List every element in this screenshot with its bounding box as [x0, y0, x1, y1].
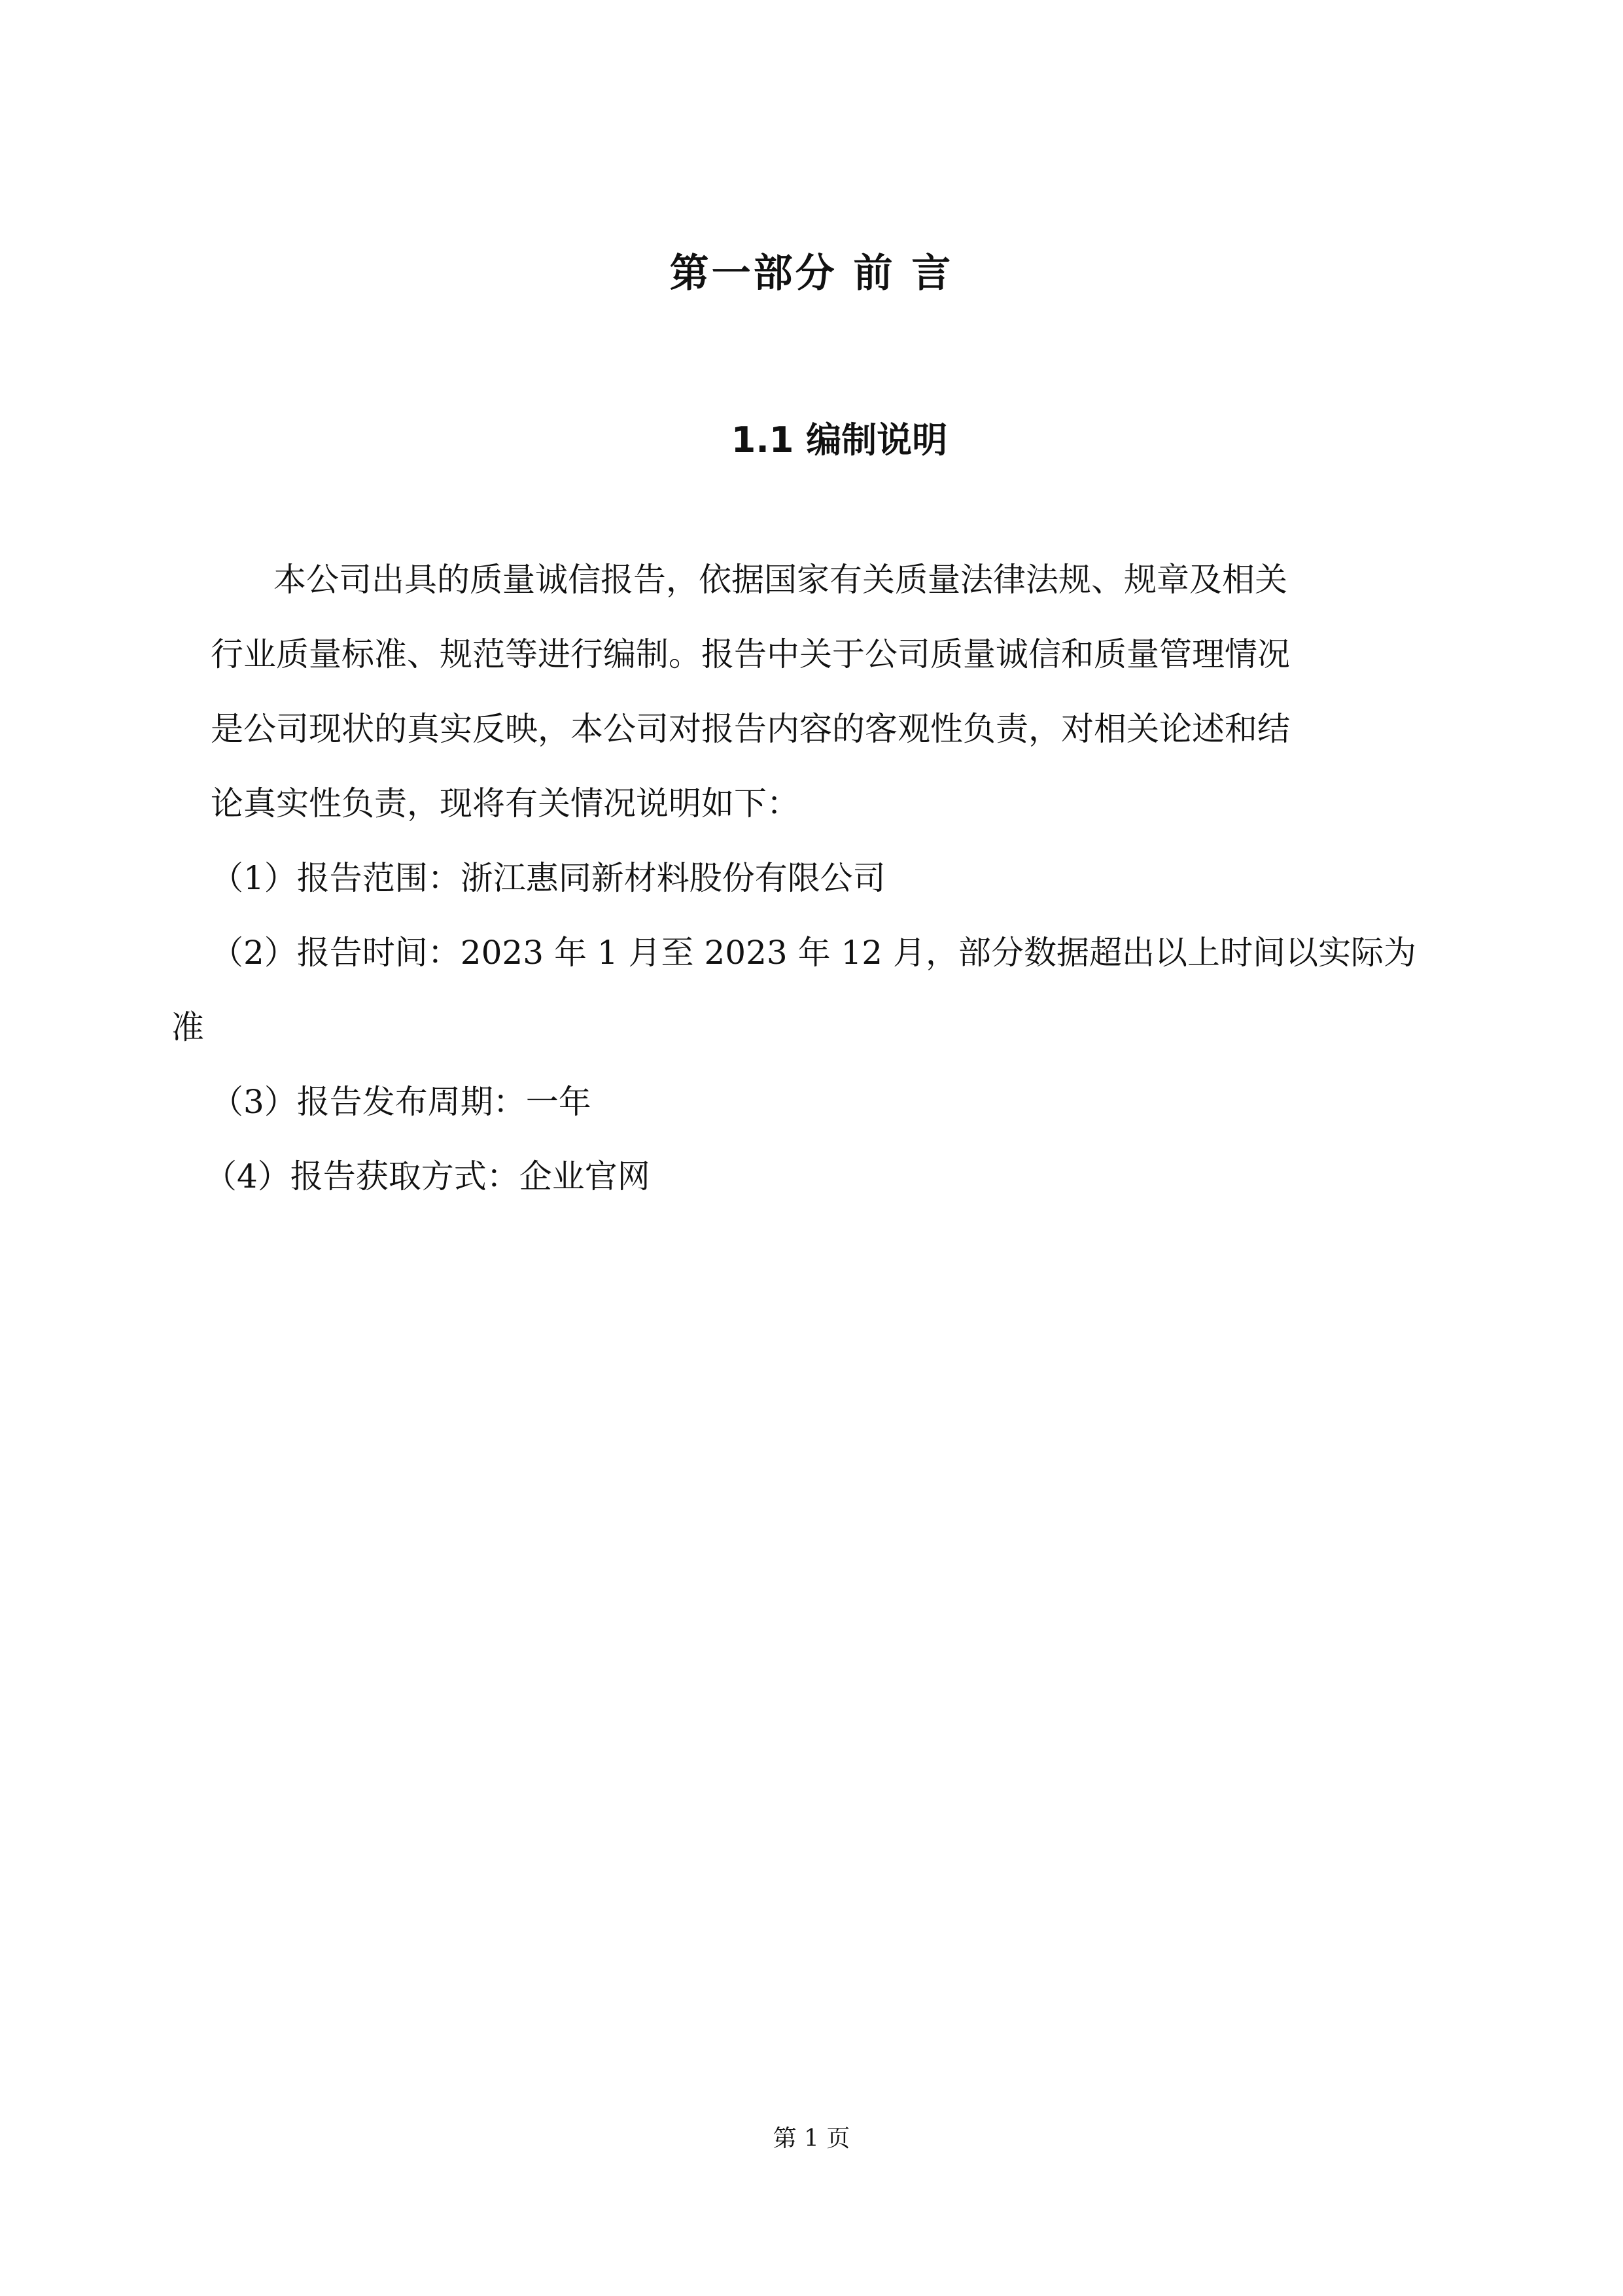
list-item-continuation: 准 [171, 1008, 204, 1046]
list-item: （1）报告范围：浙江惠同新材料股份有限公司 [211, 859, 886, 897]
section-title: 1.1 编制说明 [731, 419, 948, 461]
list-item: （2）报告时间：2023 年 1 月至 2023 年 12 月，部分数据超出以上时间以实际为 [211, 934, 1416, 972]
part-title: 第一部分 前 言 [669, 251, 954, 296]
paragraph-line: 行业质量标准、规范等进行编制。报告中关于公司质量诚信和质量管理情况 [211, 635, 1290, 673]
list-item: （3）报告发布周期：一年 [211, 1083, 591, 1121]
paragraph-line: 是公司现状的真实反映，本公司对报告内容的客观性负责，对相关论述和结 [211, 710, 1290, 748]
paragraph-line: 论真实性负责，现将有关情况说明如下： [211, 785, 799, 822]
list-item: （4）报告获取方式：企业官网 [204, 1157, 650, 1195]
paragraph-line: 本公司出具的质量诚信报告，依据国家有关质量法律法规、规章及相关 [273, 561, 1287, 599]
page-number: 第 1 页 [773, 2125, 850, 2152]
